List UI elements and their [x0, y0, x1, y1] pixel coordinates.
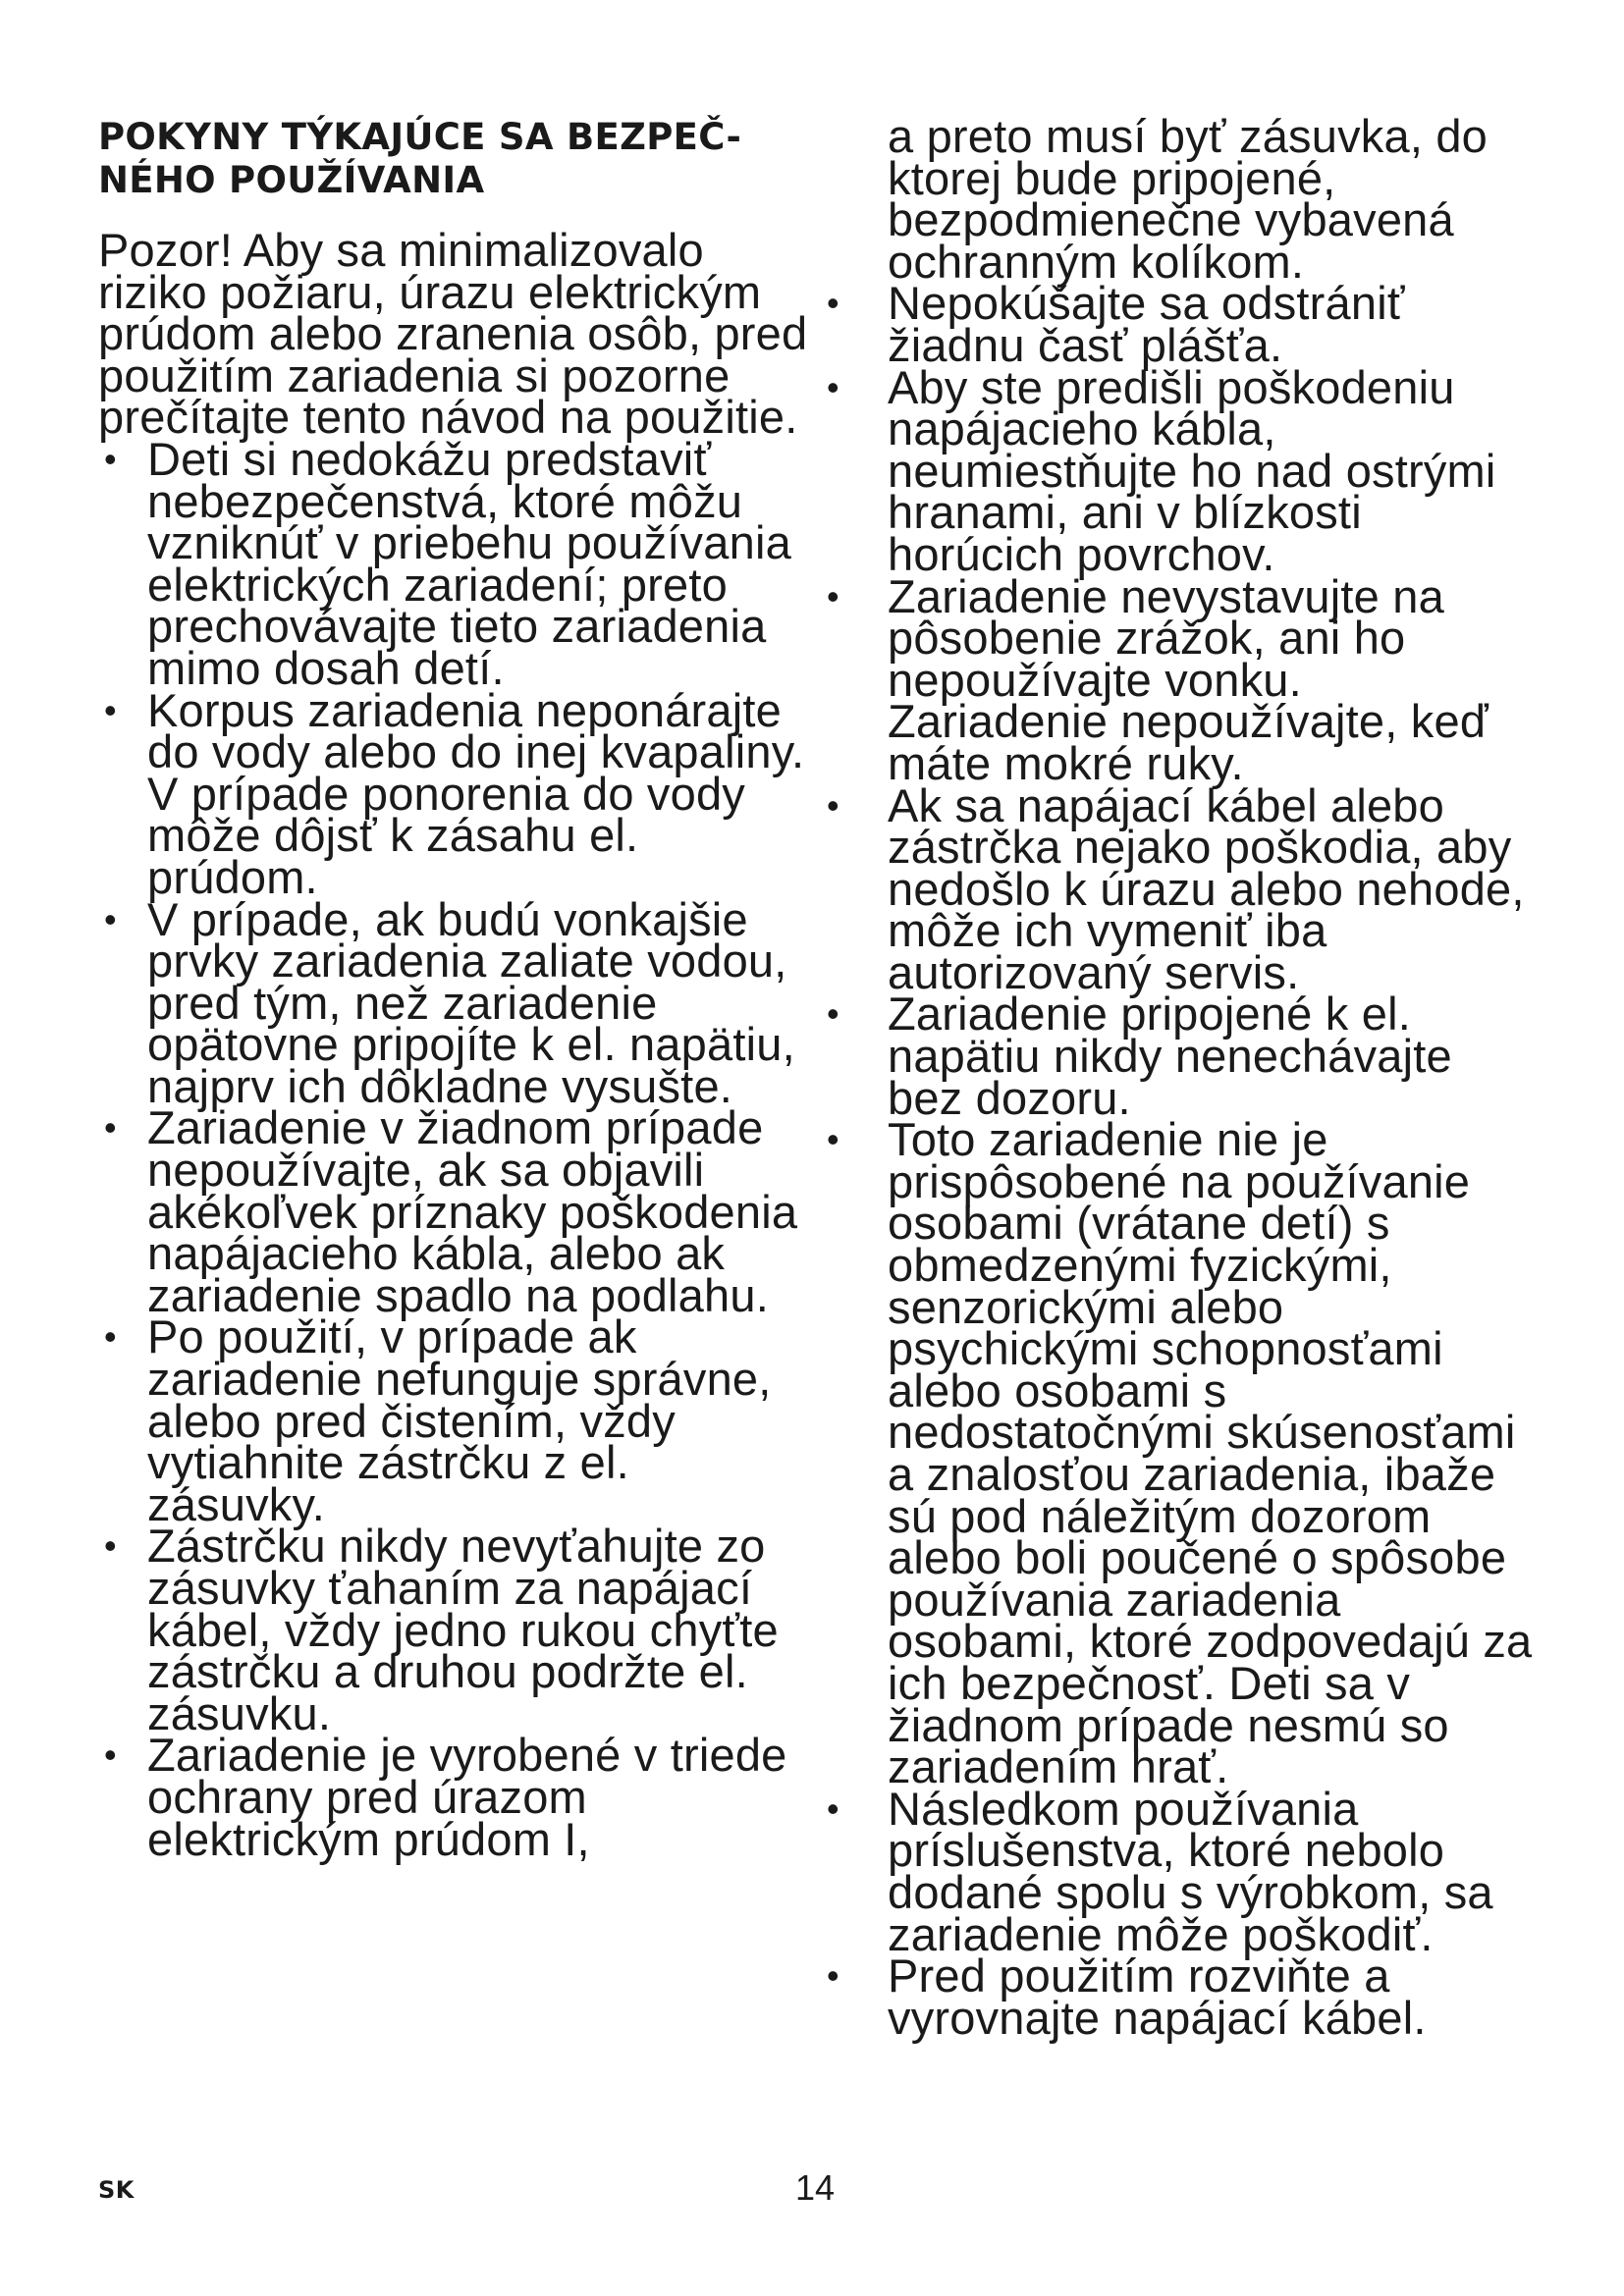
- list-item: • Korpus zariadenia neponárajte do vody alebo do inej kvapaliny. V prípade ponorenia do vody môže dôjsť k zásahu el. prúdom.: [104, 683, 805, 903]
- list-item: • Zariadenie je vyrobené v triede ochrany pred úrazom elektrickým prúdom I,: [104, 1729, 787, 1865]
- safety-list-left: [98, 432, 817, 1865]
- list-item: • Zariadenie v žiadnom prípade nepoužívajte, ak sa objavili akékoľvek príznaky poškodenia napájacieho kábla, alebo ak zariadenie spadlo na podlahu.: [104, 1101, 798, 1321]
- list-item: • Toto zariadenie nie je prispôsobené na používanie osobami (vrátane detí) s obmedzenými fyzickými, senzorickými alebo psychickými schopnosťami alebo osobami s nedostatočnými skúsenosťami a znalosťou zariadenia, ibaže sú pod náležitým dozorom alebo boli poučené o spôsobe používania zariadenia osobami, ktoré zodpovedajú za ich bezpečnosť. Deti sa v žiadnom prípade nesmú so zariadením hrať.: [827, 1113, 1533, 1793]
- bullet-icon: •: [104, 1107, 117, 1148]
- bullet-icon: •: [104, 1525, 117, 1567]
- bullet-icon: •: [827, 993, 839, 1035]
- page-number: 14: [795, 2167, 836, 2208]
- bullet-icon: •: [827, 575, 839, 616]
- list-item: • Deti si nedokážu predstaviť nebezpečenstvá, ktoré môžu vzniknúť v priebehu používania elektrických zariadení; preto prechovávajte tieto zariadenia mimo dosah detí.: [104, 432, 791, 694]
- safety-list-right: [825, 277, 1534, 2044]
- list-item: • V prípade, ak budú vonkajšie prvky zariadenia zaliate vodou, pred tým, než zariadenie opätovne pripojíte k el. napätiu, najprv ich dôkladne vysušte.: [104, 892, 795, 1112]
- bullet-icon: •: [827, 784, 839, 826]
- bullet-icon: •: [827, 1119, 839, 1160]
- list-item: • Po použití, v prípade ak zariadenie nefunguje správne, alebo pred čistením, vždy vytiahnite zástrčku z el. zásuvky.: [104, 1310, 772, 1530]
- bullet-icon: •: [827, 366, 839, 407]
- list-item: • Zariadenie pripojené k el. napätiu nikdy nenechávajte bez dozoru.: [827, 988, 1452, 1124]
- bullet-icon: •: [104, 898, 117, 939]
- list-item: • Následkom používania príslušenstva, ktoré nebolo dodané spolu s výrobkom, sa zariadenie môže poškodiť.: [827, 1782, 1493, 1960]
- list-item: • Aby ste predišli poškodeniu napájacieho kábla, neumiestňujte ho nad ostrými hranami, ani v blízkosti horúcich povrchov.: [827, 360, 1496, 580]
- intro-paragraph: Pozor! Aby sa minimalizovalo riziko požiaru, úrazu elektrickým prúdom alebo zranenia osôb, pred použitím zariadenia si pozorne prečítajte tento návod na použitie.: [98, 224, 808, 444]
- bullet-icon: •: [827, 1955, 839, 1997]
- left-column: [98, 116, 817, 1865]
- list-item: • Zástrčku nikdy nevyťahujte zo zásuvky ťahaním za napájací kábel, vždy jedno rukou chyťte zástrčku a druhou podržte el. zásuvku.: [104, 1520, 779, 1739]
- list-item: • Zariadenie nevystavujte na pôsobenie zrážok, ani ho nepoužívajte vonku. Zariadenie nepoužívajte, keď máte mokré ruky.: [827, 569, 1489, 789]
- bullet-icon: •: [104, 689, 117, 730]
- continuation-paragraph: a preto musí byť zásuvka, do ktorej bude pripojené, bezpodmienečne vybavená ochranným kolíkom.: [888, 110, 1489, 288]
- bullet-icon: •: [104, 438, 117, 479]
- bullet-icon: •: [104, 1316, 117, 1358]
- bullet-icon: •: [104, 1735, 117, 1776]
- bullet-icon: •: [827, 1788, 839, 1829]
- list-item: • Pred použitím rozviňte a vyrovnajte napájací kábel.: [827, 1949, 1427, 2044]
- list-item: • Ak sa napájací kábel alebo zástrčka nejako poškodia, aby nedošlo k úrazu alebo nehode, môže ich vymeniť iba autorizovaný servis.: [827, 778, 1525, 998]
- page-heading: POKYNY TÝKAJÚCE SA BEZPEČ-NÉHO POUŽÍVANIA: [98, 116, 742, 201]
- bullet-icon: •: [827, 283, 839, 324]
- language-code: SK: [98, 2176, 135, 2204]
- right-column: [825, 110, 1534, 2044]
- list-item: • Nepokúšajte sa odstrániť žiadnu časť plášťa.: [827, 277, 1405, 371]
